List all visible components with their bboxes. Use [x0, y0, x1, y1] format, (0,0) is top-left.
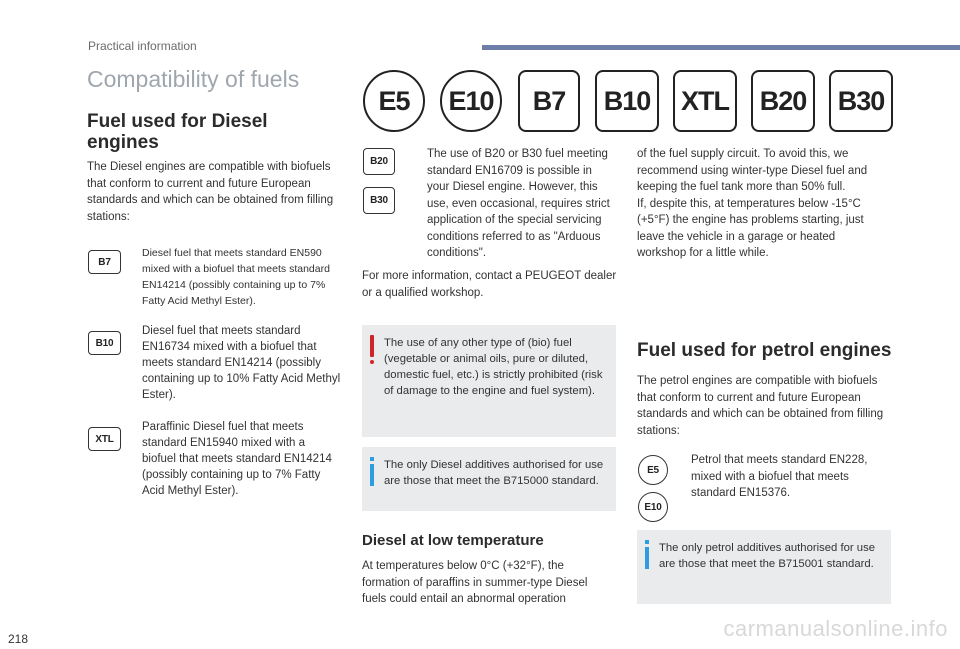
fuel-label-e10: E10 — [440, 70, 502, 132]
fuel-label-b20: B20 — [751, 70, 815, 132]
label-e10-small: E10 — [638, 492, 668, 522]
watermark: carmanualsonline.info — [723, 616, 948, 641]
header-bar — [482, 45, 960, 50]
low-temp-text-part2: of the fuel supply circuit. To avoid this, we recommend using winter-type Diesel fuel and keeping the fuel tank more than 50% full. If, despite this, at temperatures below -15°C (+5°F) the engine has problems starting, just leave the vehicle in a garage or heated workshop for a little while. — [637, 148, 868, 259]
info-icon — [370, 457, 374, 487]
page-title: Compatibility of fuels — [87, 66, 300, 92]
contact-text: For more information, contact a PEUGEOT dealer or a qualified workshop. — [362, 270, 617, 299]
xtl-description: Paraffinic Diesel fuel that meets standard EN15940 mixed with a biofuel that meets standard EN14214 (possibly containing up to 7% Fatty Acid Methyl Ester). — [142, 421, 332, 497]
fuel-label-e5: E5 — [363, 70, 425, 132]
petrol-additives-text: The only petrol additives authorised for use are those that meet the B715001 standard. — [659, 542, 876, 570]
label-b30-small: B30 — [363, 187, 395, 214]
fuel-label-b10: B10 — [595, 70, 659, 132]
section-header: Practical information — [88, 39, 197, 53]
label-b7-small: B7 — [88, 250, 121, 274]
label-b10-small: B10 — [88, 331, 121, 355]
info-icon — [645, 540, 649, 570]
b10-description: Diesel fuel that meets standard EN16734 mixed with a biofuel that meets standard EN14214 (possibly containing up to 10% Fatty Acid Methyl Ester). — [142, 325, 341, 401]
label-e5-small: E5 — [638, 455, 668, 485]
b20-b30-description: The use of B20 or B30 fuel meeting standard EN16709 is possible in your Diesel engine. However, this use, even occasional, requires strict application of the special servicing conditions referred to as "Arduous conditions". — [427, 148, 610, 259]
warning-text: The use of any other type of (bio) fuel (vegetable or animal oils, pure or diluted, domestic fuel, etc.) is strictly prohibited (risk of damage to the engine and fuel system). — [384, 337, 603, 397]
warning-icon — [370, 335, 374, 365]
diesel-additives-text: The only Diesel additives authorised for use are those that meet the B715000 standard. — [384, 459, 604, 487]
petrol-heading: Fuel used for petrol engines — [637, 340, 892, 361]
low-temp-text-part1: At temperatures below 0°C (+32°F), the formation of paraffins in summer-type Diesel fuels could entail an abnormal operation — [362, 560, 588, 605]
fuel-label-xtl: XTL — [673, 70, 737, 132]
warning-box — [362, 325, 616, 437]
petrol-additives-note — [637, 530, 891, 604]
fuel-label-b7: B7 — [518, 70, 580, 132]
petrol-intro: The petrol engines are compatible with biofuels that conform to current and future European standards and which can be obtained from filling stations: — [637, 375, 884, 437]
diesel-intro: The Diesel engines are compatible with biofuels that conform to current and future European standards and which can be obtained from filling stations: — [87, 161, 334, 223]
page-number: 218 — [8, 632, 29, 646]
label-xtl-small: XTL — [88, 427, 121, 451]
diesel-additives-note — [362, 447, 616, 511]
fuel-label-b30: B30 — [829, 70, 893, 132]
label-b20-small: B20 — [363, 148, 395, 175]
e5-e10-description: Petrol that meets standard EN228, mixed with a biofuel that meets standard EN15376. — [691, 454, 868, 499]
b7-description: Diesel fuel that meets standard EN590 mixed with a biofuel that meets standard EN14214 (possibly containing up to 7% Fatty Acid Methyl Ester). — [142, 247, 330, 307]
diesel-heading: Fuel used for Diesel engines — [87, 111, 268, 153]
low-temp-heading: Diesel at low temperature — [362, 532, 544, 549]
